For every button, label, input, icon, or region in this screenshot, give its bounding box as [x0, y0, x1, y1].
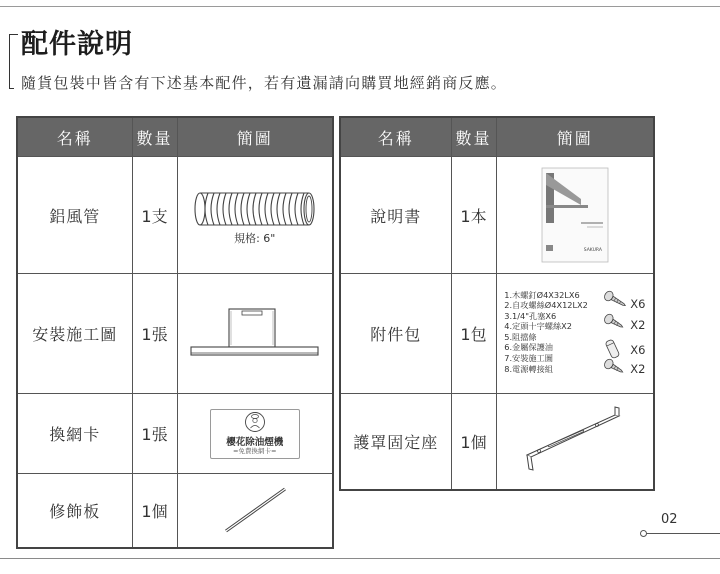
- title-bracket: [9, 34, 18, 35]
- manual-icon: [541, 167, 609, 263]
- title-bracket-side: [9, 34, 10, 89]
- page-number-dot: [640, 530, 647, 537]
- right-parts-table: [339, 116, 655, 491]
- part-diagram: [177, 394, 333, 474]
- part-qty: 1個: [132, 474, 177, 548]
- top-rule: [0, 0, 720, 7]
- table-row: [340, 394, 654, 490]
- column-qty-header: 數量: [451, 117, 496, 157]
- table-row: [17, 394, 333, 474]
- part-name: 換網卡: [17, 394, 132, 474]
- column-name-header: 名稱: [340, 117, 451, 157]
- count-label: X2: [630, 361, 646, 376]
- list-item: 6.金屬保護油: [504, 342, 553, 353]
- part-qty: 1張: [132, 394, 177, 474]
- part-diagram: [177, 274, 333, 394]
- part-name: 說明書: [340, 157, 451, 274]
- table-header-row: [17, 117, 333, 157]
- page-number: 02: [661, 512, 678, 527]
- table-row: [17, 274, 333, 394]
- part-name: 附件包: [340, 274, 451, 394]
- manual-brand-text: SAKURA: [583, 248, 602, 253]
- list-item: 1.木螺釘Ø4X32LX6: [504, 289, 580, 300]
- part-qty: 1張: [132, 274, 177, 394]
- page-title: 配件說明: [21, 29, 133, 60]
- part-diagram: [177, 474, 333, 548]
- aluminum-duct-icon: [192, 191, 317, 227]
- list-item: 4.定頭十字螺絲X2: [504, 321, 573, 332]
- part-diagram: [496, 394, 654, 490]
- card-subtitle: =免費換網卡=: [233, 446, 277, 455]
- part-diagram: [496, 157, 654, 274]
- list-item: 3.1/4"孔塞X6: [504, 310, 557, 321]
- list-item: 7.安裝施工圖: [504, 353, 553, 364]
- part-name: 安裝施工圖: [17, 274, 132, 394]
- self-tapping-screw-icon: [603, 312, 625, 331]
- flat-head-screw-icon: [603, 357, 625, 376]
- hole-plug-icon: [605, 339, 620, 359]
- table-header-row: [340, 117, 654, 157]
- title-bracket-bottom: [9, 88, 14, 89]
- part-diagram: [496, 274, 654, 394]
- part-qty: 1個: [451, 394, 496, 490]
- bottom-rule: [0, 558, 720, 559]
- count-label: X2: [630, 317, 646, 332]
- column-name-header: 名稱: [17, 117, 132, 157]
- column-diagram-header: 簡圖: [177, 117, 333, 157]
- part-diagram: [177, 157, 333, 274]
- wood-screw-icon: [603, 290, 627, 310]
- filter-card-icon: [210, 409, 300, 459]
- count-label: X6: [630, 296, 646, 311]
- trim-board-icon: [220, 485, 290, 535]
- card-title: 櫻花除油煙機: [226, 436, 284, 448]
- left-parts-table: [16, 116, 334, 549]
- accessory-pack-icon: [502, 278, 647, 390]
- list-item: 5.阻擋條: [504, 331, 537, 342]
- table-row: [340, 157, 654, 274]
- column-diagram-header: 簡圖: [496, 117, 654, 157]
- duct-spec-label: 規格: 6": [234, 231, 276, 245]
- accessory-list: [504, 290, 588, 375]
- part-name: 修飾板: [17, 474, 132, 548]
- part-name: 護罩固定座: [340, 394, 451, 490]
- table-row: [17, 474, 333, 548]
- table-row: [340, 274, 654, 394]
- page-number-rule: [643, 533, 720, 534]
- installation-drawing-icon: [190, 306, 320, 362]
- list-item: 8.電源轉接組: [504, 363, 553, 374]
- page-subtitle: 隨貨包裝中皆含有下述基本配件，若有遺漏請向購買地經銷商反應。: [21, 74, 508, 92]
- chef-icon: [211, 410, 299, 434]
- table-row: [17, 157, 333, 274]
- hood-mounting-bracket-icon: [519, 403, 631, 479]
- column-qty-header: 數量: [132, 117, 177, 157]
- list-item: 2.自攻螺絲Ø4X12LX2: [504, 300, 588, 311]
- part-qty: 1支: [132, 157, 177, 274]
- part-qty: 1包: [451, 274, 496, 394]
- part-name: 鋁風管: [17, 157, 132, 274]
- part-qty: 1本: [451, 157, 496, 274]
- count-label: X6: [630, 342, 646, 357]
